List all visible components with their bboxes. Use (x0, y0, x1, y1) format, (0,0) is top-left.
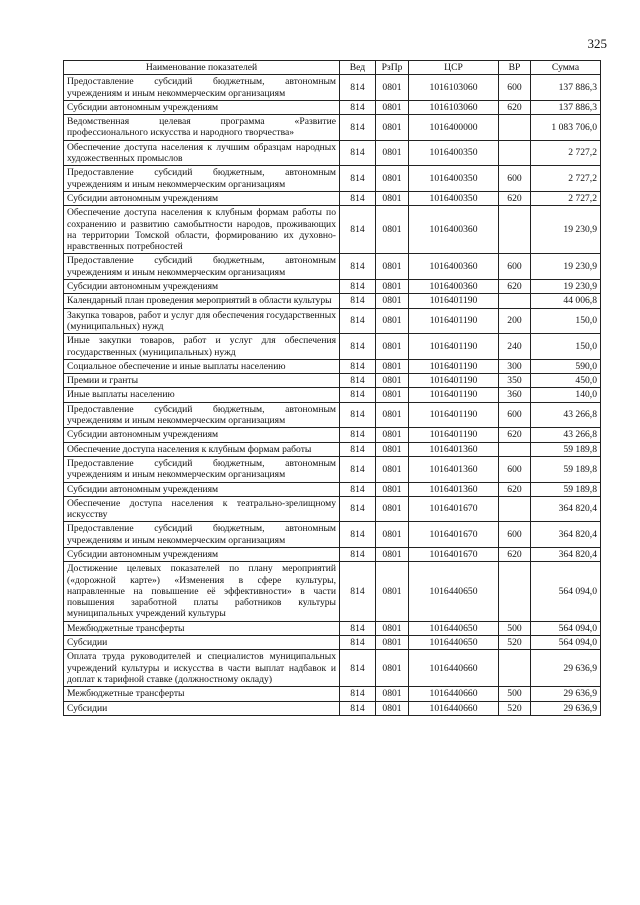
cell-vr: 600 (499, 456, 531, 482)
table-row (64, 100, 601, 114)
cell-csr: 1016400000 (409, 115, 499, 141)
cell-sum: 43 266,8 (531, 428, 601, 442)
cell-sum: 137 886,3 (531, 75, 601, 101)
cell-sum: 1 083 706,0 (531, 115, 601, 141)
cell-rzpr: 0801 (376, 166, 409, 192)
cell-ved: 814 (340, 308, 376, 334)
cell-ved: 814 (340, 428, 376, 442)
cell-ved: 814 (340, 496, 376, 522)
cell-csr: 1016400350 (409, 191, 499, 205)
cell-vr: 620 (499, 100, 531, 114)
table-header-row (64, 61, 601, 75)
cell-csr: 1016400360 (409, 280, 499, 294)
cell-sum: 364 820,4 (531, 547, 601, 561)
cell-vr: 620 (499, 280, 531, 294)
cell-ved: 814 (340, 374, 376, 388)
cell-sum: 29 636,9 (531, 701, 601, 715)
cell-vr: 600 (499, 166, 531, 192)
cell-ved: 814 (340, 359, 376, 373)
cell-rzpr: 0801 (376, 562, 409, 621)
cell-rzpr: 0801 (376, 428, 409, 442)
cell-rzpr: 0801 (376, 206, 409, 254)
cell-csr: 1016401360 (409, 442, 499, 456)
cell-vr (499, 140, 531, 166)
cell-vr (499, 294, 531, 308)
cell-sum: 150,0 (531, 308, 601, 334)
cell-ved: 814 (340, 522, 376, 548)
table-row (64, 75, 601, 101)
cell-vr (499, 115, 531, 141)
cell-ved: 814 (340, 115, 376, 141)
cell-name: Обеспечение доступа населения к театрально-зрелищному искусству (64, 496, 340, 522)
cell-name: Иные выплаты населению (64, 388, 340, 402)
cell-rzpr: 0801 (376, 621, 409, 635)
cell-sum: 59 189,8 (531, 442, 601, 456)
cell-csr: 1016103060 (409, 100, 499, 114)
cell-vr (499, 562, 531, 621)
cell-vr: 520 (499, 701, 531, 715)
cell-name: Межбюджетные трансферты (64, 687, 340, 701)
cell-ved: 814 (340, 547, 376, 561)
cell-rzpr: 0801 (376, 547, 409, 561)
cell-csr: 1016400350 (409, 166, 499, 192)
table-row (64, 115, 601, 141)
cell-name: Обеспечение доступа населения к клубным формам работы по сохранению и развитию самобытности народов, проживающих на территории Томской области, формированию их духовно-нравственных потребностей (64, 206, 340, 254)
cell-csr: 1016401190 (409, 374, 499, 388)
cell-vr: 620 (499, 482, 531, 496)
table-row (64, 428, 601, 442)
cell-name: Иные закупки товаров, работ и услуг для обеспечения государственных (муниципальных) нужд (64, 334, 340, 360)
cell-name: Субсидии автономным учреждениям (64, 482, 340, 496)
cell-sum: 19 230,9 (531, 254, 601, 280)
cell-sum: 150,0 (531, 334, 601, 360)
cell-csr: 1016401190 (409, 294, 499, 308)
cell-name: Премии и гранты (64, 374, 340, 388)
cell-rzpr: 0801 (376, 100, 409, 114)
cell-sum: 59 189,8 (531, 456, 601, 482)
cell-rzpr: 0801 (376, 388, 409, 402)
column-header-ved: Вед (340, 61, 376, 75)
cell-name: Достижение целевых показателей по плану мероприятий («дорожной карте») «Изменения в сфере культуры, направленные на повышение её эффективности» в части повышения заработной платы работников культуры муниципальных учреждений культуры (64, 562, 340, 621)
cell-rzpr: 0801 (376, 650, 409, 687)
table-row (64, 166, 601, 192)
cell-rzpr: 0801 (376, 374, 409, 388)
cell-csr: 1016401360 (409, 456, 499, 482)
cell-name: Предоставление субсидий бюджетным, автономным учреждениям и иным некоммерческим организациям (64, 75, 340, 101)
table-row (64, 687, 601, 701)
cell-name: Субсидии (64, 636, 340, 650)
cell-vr: 620 (499, 191, 531, 205)
table-body (64, 75, 601, 716)
cell-sum: 43 266,8 (531, 402, 601, 428)
cell-ved: 814 (340, 166, 376, 192)
cell-csr: 1016401670 (409, 496, 499, 522)
cell-ved: 814 (340, 254, 376, 280)
table-row (64, 191, 601, 205)
cell-name: Предоставление субсидий бюджетным, автономным учреждениям и иным некоммерческим организациям (64, 402, 340, 428)
cell-rzpr: 0801 (376, 456, 409, 482)
cell-ved: 814 (340, 562, 376, 621)
table-row (64, 254, 601, 280)
cell-vr: 620 (499, 428, 531, 442)
table-row (64, 294, 601, 308)
cell-ved: 814 (340, 456, 376, 482)
cell-sum: 2 727,2 (531, 166, 601, 192)
cell-name: Обеспечение доступа населения к лучшим образцам народных художественных промыслов (64, 140, 340, 166)
cell-sum: 364 820,4 (531, 522, 601, 548)
cell-vr: 500 (499, 687, 531, 701)
cell-csr: 1016440660 (409, 650, 499, 687)
cell-rzpr: 0801 (376, 442, 409, 456)
cell-ved: 814 (340, 100, 376, 114)
cell-csr: 1016401670 (409, 522, 499, 548)
cell-rzpr: 0801 (376, 140, 409, 166)
table-row (64, 359, 601, 373)
cell-name: Субсидии автономным учреждениям (64, 191, 340, 205)
cell-sum: 564 094,0 (531, 562, 601, 621)
cell-csr: 1016440650 (409, 636, 499, 650)
cell-rzpr: 0801 (376, 522, 409, 548)
cell-csr: 1016401190 (409, 359, 499, 373)
cell-name: Обеспечение доступа населения к клубным формам работы (64, 442, 340, 456)
table-row (64, 496, 601, 522)
cell-vr: 600 (499, 75, 531, 101)
cell-sum: 29 636,9 (531, 687, 601, 701)
cell-rzpr: 0801 (376, 636, 409, 650)
cell-ved: 814 (340, 442, 376, 456)
cell-csr: 1016401190 (409, 308, 499, 334)
table-row (64, 482, 601, 496)
cell-sum: 2 727,2 (531, 140, 601, 166)
cell-name: Субсидии (64, 701, 340, 715)
table-row (64, 402, 601, 428)
cell-vr (499, 442, 531, 456)
cell-vr: 200 (499, 308, 531, 334)
cell-rzpr: 0801 (376, 701, 409, 715)
cell-name: Субсидии автономным учреждениям (64, 547, 340, 561)
cell-csr: 1016400350 (409, 140, 499, 166)
table-row (64, 388, 601, 402)
cell-name: Предоставление субсидий бюджетным, автономным учреждениям и иным некоммерческим организациям (64, 456, 340, 482)
cell-csr: 1016401190 (409, 334, 499, 360)
cell-csr: 1016401190 (409, 402, 499, 428)
cell-rzpr: 0801 (376, 482, 409, 496)
cell-csr: 1016401190 (409, 428, 499, 442)
cell-vr: 350 (499, 374, 531, 388)
cell-ved: 814 (340, 650, 376, 687)
cell-ved: 814 (340, 294, 376, 308)
column-header-name: Наименование показателей (64, 61, 340, 75)
cell-vr: 300 (499, 359, 531, 373)
cell-sum: 364 820,4 (531, 496, 601, 522)
table-row (64, 636, 601, 650)
cell-ved: 814 (340, 388, 376, 402)
cell-vr: 600 (499, 254, 531, 280)
cell-ved: 814 (340, 701, 376, 715)
cell-vr (499, 650, 531, 687)
cell-sum: 564 094,0 (531, 636, 601, 650)
cell-sum: 564 094,0 (531, 621, 601, 635)
table-row (64, 701, 601, 715)
cell-ved: 814 (340, 636, 376, 650)
cell-name: Субсидии автономным учреждениям (64, 100, 340, 114)
cell-vr: 600 (499, 402, 531, 428)
cell-rzpr: 0801 (376, 75, 409, 101)
cell-sum: 19 230,9 (531, 280, 601, 294)
cell-vr (499, 206, 531, 254)
cell-csr: 1016401190 (409, 388, 499, 402)
cell-csr: 1016401670 (409, 547, 499, 561)
cell-name: Предоставление субсидий бюджетным, автономным учреждениям и иным некоммерческим организациям (64, 254, 340, 280)
cell-rzpr: 0801 (376, 687, 409, 701)
cell-sum: 59 189,8 (531, 482, 601, 496)
table-row (64, 621, 601, 635)
cell-sum: 44 006,8 (531, 294, 601, 308)
cell-vr: 240 (499, 334, 531, 360)
table-row (64, 374, 601, 388)
cell-sum: 29 636,9 (531, 650, 601, 687)
cell-name: Закупка товаров, работ и услуг для обеспечения государственных (муниципальных) нужд (64, 308, 340, 334)
column-header-csr: ЦСР (409, 61, 499, 75)
cell-rzpr: 0801 (376, 294, 409, 308)
table-row (64, 547, 601, 561)
table-row (64, 308, 601, 334)
cell-csr: 1016440660 (409, 687, 499, 701)
cell-rzpr: 0801 (376, 402, 409, 428)
cell-rzpr: 0801 (376, 191, 409, 205)
cell-ved: 814 (340, 191, 376, 205)
table-row (64, 650, 601, 687)
table-row (64, 562, 601, 621)
cell-rzpr: 0801 (376, 254, 409, 280)
cell-name: Предоставление субсидий бюджетным, автономным учреждениям и иным некоммерческим организациям (64, 522, 340, 548)
page-number: 325 (587, 36, 607, 51)
cell-name: Ведомственная целевая программа «Развитие профессионального искусства и народного творчества» (64, 115, 340, 141)
cell-name: Предоставление субсидий бюджетным, автономным учреждениям и иным некоммерческим организациям (64, 166, 340, 192)
cell-ved: 814 (340, 482, 376, 496)
cell-name: Субсидии автономным учреждениям (64, 428, 340, 442)
cell-ved: 814 (340, 206, 376, 254)
cell-csr: 1016103060 (409, 75, 499, 101)
table-row (64, 206, 601, 254)
cell-sum: 140,0 (531, 388, 601, 402)
cell-csr: 1016400360 (409, 206, 499, 254)
cell-name: Субсидии автономным учреждениям (64, 280, 340, 294)
table-row (64, 280, 601, 294)
table-row (64, 140, 601, 166)
table-row (64, 334, 601, 360)
cell-ved: 814 (340, 140, 376, 166)
cell-vr: 360 (499, 388, 531, 402)
cell-csr: 1016401360 (409, 482, 499, 496)
table-row (64, 456, 601, 482)
cell-name: Социальное обеспечение и иные выплаты населению (64, 359, 340, 373)
column-header-rzpr: РзПр (376, 61, 409, 75)
cell-sum: 590,0 (531, 359, 601, 373)
cell-rzpr: 0801 (376, 280, 409, 294)
cell-csr: 1016440650 (409, 562, 499, 621)
cell-csr: 1016440650 (409, 621, 499, 635)
cell-vr: 500 (499, 621, 531, 635)
budget-table (63, 60, 601, 716)
column-header-sum: Сумма (531, 61, 601, 75)
cell-sum: 137 886,3 (531, 100, 601, 114)
cell-ved: 814 (340, 687, 376, 701)
table-row (64, 442, 601, 456)
cell-vr (499, 496, 531, 522)
cell-ved: 814 (340, 621, 376, 635)
cell-ved: 814 (340, 280, 376, 294)
cell-name: Межбюджетные трансферты (64, 621, 340, 635)
cell-vr: 600 (499, 522, 531, 548)
cell-rzpr: 0801 (376, 496, 409, 522)
cell-ved: 814 (340, 75, 376, 101)
cell-csr: 1016400360 (409, 254, 499, 280)
cell-rzpr: 0801 (376, 334, 409, 360)
cell-rzpr: 0801 (376, 308, 409, 334)
cell-name: Календарный план проведения мероприятий в области культуры (64, 294, 340, 308)
cell-rzpr: 0801 (376, 359, 409, 373)
cell-sum: 450,0 (531, 374, 601, 388)
cell-rzpr: 0801 (376, 115, 409, 141)
cell-vr: 620 (499, 547, 531, 561)
cell-csr: 1016440660 (409, 701, 499, 715)
cell-vr: 520 (499, 636, 531, 650)
cell-sum: 2 727,2 (531, 191, 601, 205)
cell-ved: 814 (340, 334, 376, 360)
cell-ved: 814 (340, 402, 376, 428)
cell-name: Оплата труда руководителей и специалистов муниципальных учреждений культуры и искусства в части выплат надбавок и доплат к тарифной ставке (должностному окладу) (64, 650, 340, 687)
table-row (64, 522, 601, 548)
cell-sum: 19 230,9 (531, 206, 601, 254)
column-header-vr: ВР (499, 61, 531, 75)
